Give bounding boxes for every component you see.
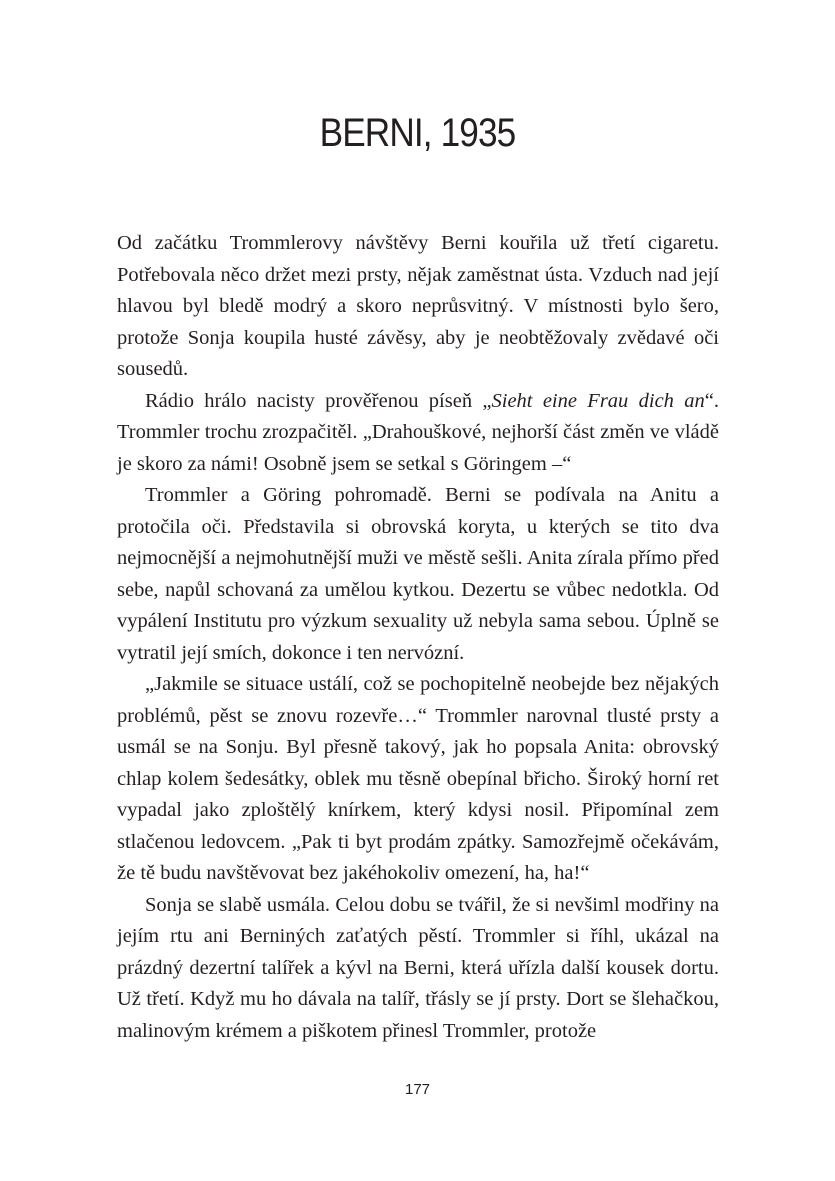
page-number: 177 [404,1081,431,1098]
paragraph: Sonja se slabě usmála. Celou dobu se tvářil, že si nevšiml modřiny na jejím rtu ani Berniných zaťatých pěstí. Trommler si říhl, ukázal na prázdný dezertní talířek a kývl na Berni, která uřízla další kousek dortu. Už třetí. Když mu ho dávala na talíř, třásly se jí prsty. Dort se šlehačkou, malinovým krémem a piškotem přinesl Trommler, protože [117,893,719,1042]
paragraph: „Jakmile se situace ustálí, což se pochopitelně neobejde bez nějakých problémů, pěst se znovu rozevře…“ Trommler narovnal tlusté prsty a usmál se na Sonju. Byl přesně takový, jak ho popsala Anita: obrovský chlap kolem šedesátky, oblek mu těsně obepínal břicho. Široký horní ret vypadal jako zploštělý knírkem, který kdysi nosil. Připomínal zem stlačenou ledovcem. „Pak ti byt prodám zpátky. Samozřejmě očekávám, že tě budu navštěvovat bez jakéhokoliv omezení, ha, ha!“ [117,673,719,884]
paragraph: Od začátku Trommlerovy návštěvy Berni kouřila už třetí cigaretu. Potřebovala něco držet mezi prsty, nějak zaměstnat ústa. Vzduch nad její hlavou byl bledě modrý a skoro neprůsvitný. V místnosti bylo šero, protože Sonja koupila husté závěsy, aby je neobtěžovaly zvědavé oči sousedů. [117,232,719,380]
chapter-title: BERNI, 1935 [319,111,516,155]
body-text [117,228,719,1047]
paragraph: Trommler a Göring pohromadě. Berni se podívala na Anitu a protočila oči. Představila si obrovská koryta, u kterých se tito dva nejmocnější a nejmohutnější muži ve městě sešli. Anita zírala přímo před sebe, napůl schovaná za umělou kytkou. Dezertu se vůbec nedotkla. Od vypálení Institutu pro výzkum sexuality už nebyla sama sebou. Úplně se vytratil její smích, dokonce i ten nervózní. [117,484,719,664]
paragraph: Rádio hrálo nacisty prověřenou píseň „Sieht eine Frau dich an“. Trommler trochu zrozpačitěl. „Drahouškové, nejhorší část změn ve vládě je skoro za námi! Osobně jsem se setkal s Göringem –“ [117,389,719,475]
song-title: Sieht eine Frau dich an [491,389,705,412]
